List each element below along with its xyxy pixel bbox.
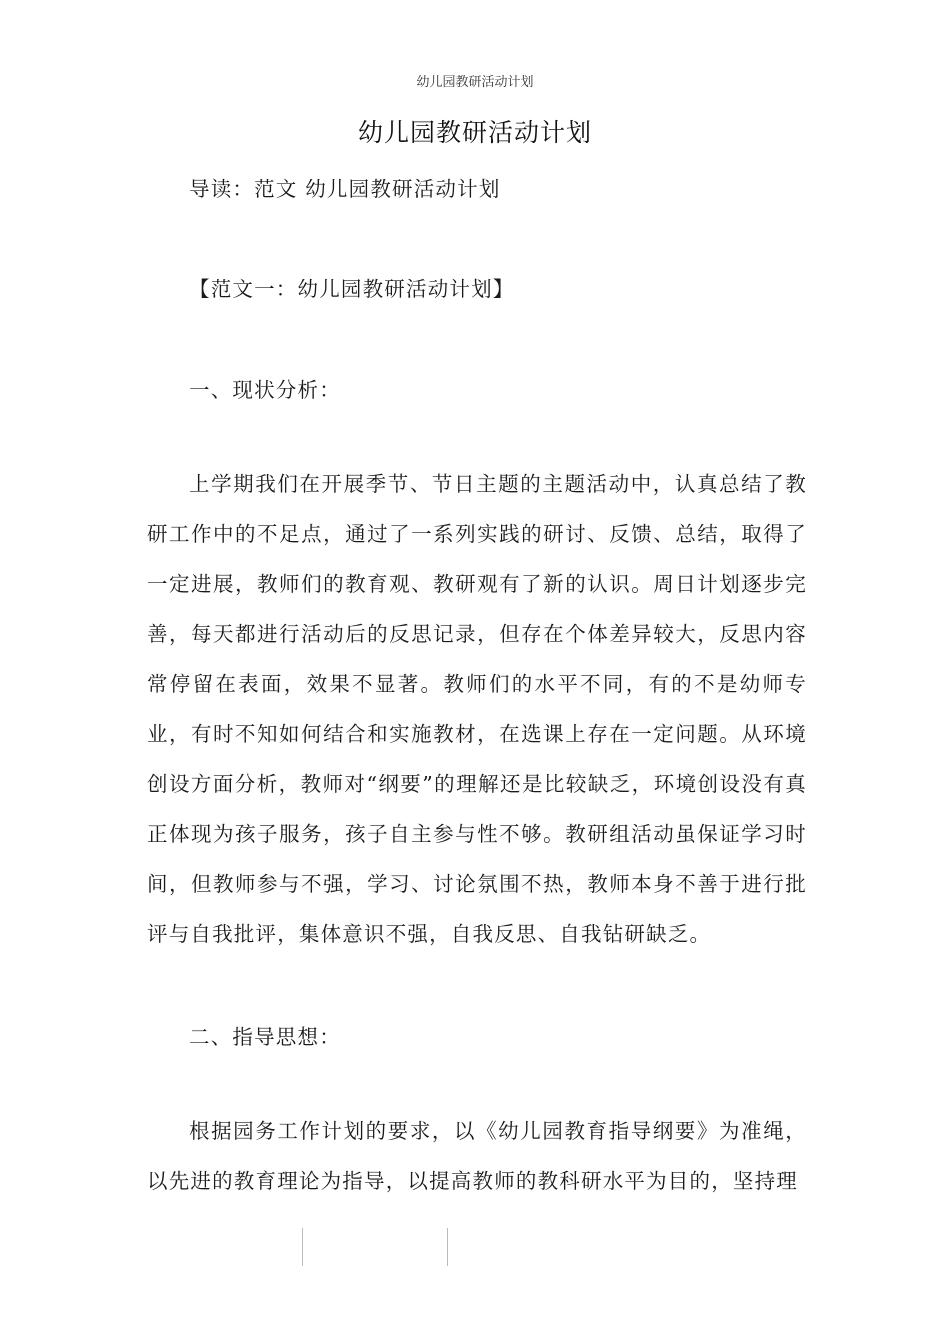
document-title: 幼儿园教研活动计划 — [357, 118, 592, 147]
footer-divider-left — [302, 1228, 303, 1266]
intro-line: 导读：范文 幼儿园教研活动计划 — [189, 177, 501, 201]
section-heading-guiding-ideology: 二、指导思想： — [189, 1025, 341, 1049]
running-header: 幼儿园教研活动计划 — [416, 75, 534, 90]
section-body-status-analysis: 上学期我们在开展季节、节日主题的主题活动中，认真总结了教研工作中的不足点，通过了一系列实践的研讨、反馈、总结，取得了一定进展，教师们的教育观、教研观有了新的认识。周日计划逐步完善，每天都进行活动后的反思记录，但存在个体差异较大，反思内容常停留在表面，效果不显著。教师们的水平不同，有的不是幼师专业，有时不知如何结合和实施教材，在选课上存在一定问题。从环境创设方面分析，教师对“纲要”的理解还是比较缺乏，环境创设没有真正体现为孩子服务，孩子自主参与性不够。教研组活动虽保证学习时间，但教师参与不强，学习、讨论氛围不热，教师本身不善于进行批评与自我批评，集体意识不强，自我反思、自我钻研缺乏。 — [147, 472, 807, 946]
sample-heading: 【范文一：幼儿园教研活动计划】 — [189, 277, 515, 301]
section-body-guiding-ideology: 根据园务工作计划的要求，以《幼儿园教育指导纲要》为准绳，以先进的教育理论为指导，以提高教师的教科研水平为目的，坚持理 — [147, 1119, 807, 1193]
footer-divider-right — [447, 1228, 448, 1266]
section-heading-status-analysis: 一、现状分析： — [189, 378, 341, 402]
